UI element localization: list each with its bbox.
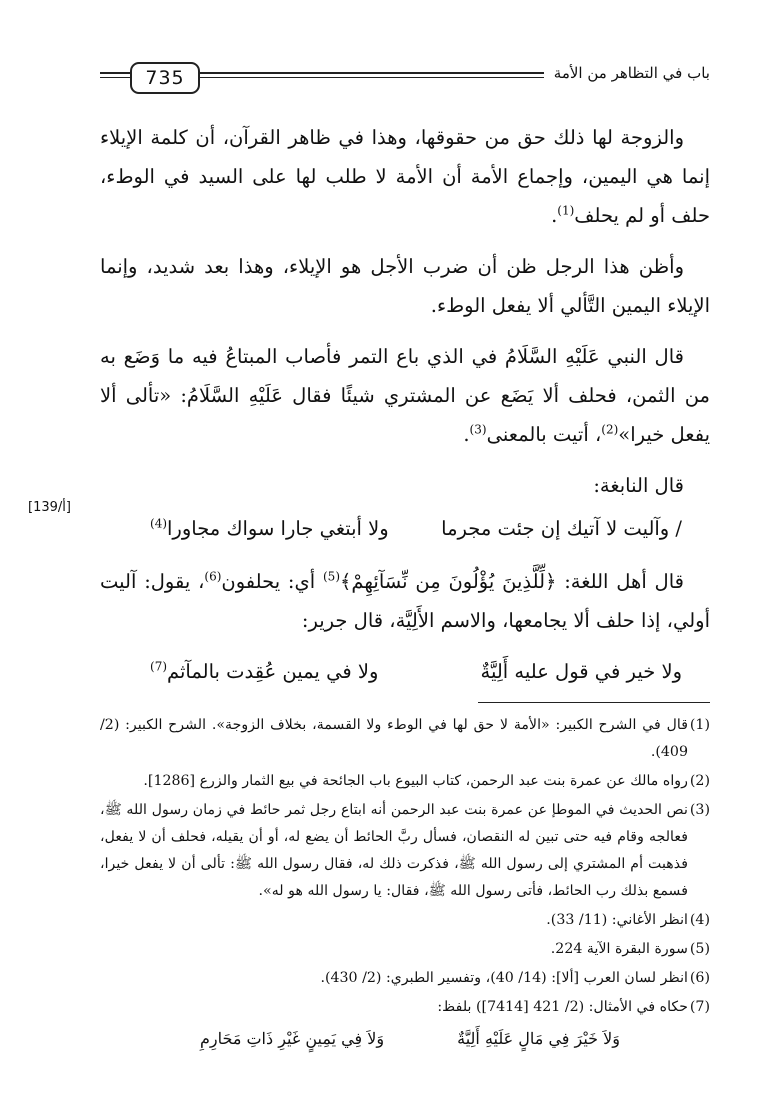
- paragraph-3-text: قال النبي عَلَيْهِ السَّلَامُ في الذي باع التمر فأصاب المبتاعُ فيه ما وَضَع به من الثمن، فحلف ألا يَضَع عن المشتري شيئًا فقال عَلَيْهِ السَّلَامُ: «تألى ألا يفعل خيرا»: [100, 345, 710, 446]
- footnote-4: [100, 907, 710, 934]
- paragraph-3-mid: ، أتيت بالمعنى: [486, 423, 602, 446]
- verse-2-second-hemistich: [150, 652, 378, 691]
- manuscript-folio-ref: [139/أ]: [28, 500, 71, 515]
- footnote-text: حكاه في الأمثال: (2/ 421 [7414]) بلفظ:: [437, 999, 688, 1015]
- footnote-verse: [100, 1025, 710, 1052]
- footnote-7: [100, 994, 710, 1021]
- page-header: [100, 58, 710, 98]
- footnote-ref-6: (6): [204, 569, 222, 584]
- footnote-number: (7): [689, 999, 710, 1015]
- footnote-text: سورة البقرة الآية 224.: [550, 941, 688, 957]
- verse-2-second-text: ولا في يمين عُقِدت بالمآثم: [167, 660, 379, 683]
- footnote-number: (1): [689, 717, 710, 733]
- verse-1-first-hemistich: / وآليت لا آتيك إن جئت مجرما: [441, 517, 682, 540]
- footnote-number: (2): [689, 773, 710, 789]
- main-text: [100, 118, 710, 705]
- paragraph-1-text: والزوجة لها ذلك حق من حقوقها، وهذا في ظاهر القرآن، أن كلمة الإيلاء إنما هي اليمين، وإجماع الأمة أن الأمة لا طلب لها على السيد في الوطء، حلف أو لم يحلف: [100, 126, 710, 227]
- paragraph-1: [100, 118, 710, 235]
- footnote-separator: [478, 702, 710, 703]
- verse-nabigha: [100, 509, 710, 548]
- footnote-ref-5: (5): [322, 569, 340, 584]
- verse-1-second-hemistich: [150, 509, 389, 548]
- footnotes: [100, 712, 710, 1052]
- paragraph-5-text: قال أهل اللغة: ﴿لِّلَّذِينَ يُؤْلُونَ مِن نِّسَآئِهِمْ﴾: [340, 570, 684, 593]
- footnote-6: [100, 965, 710, 992]
- footnote-text: رواه مالك عن عمرة بنت عبد الرحمن، كتاب البيوع باب الجائحة في بيع الثمار والزرع [1286].: [143, 773, 688, 789]
- page-number: 735: [130, 62, 200, 94]
- footnote-5: [100, 936, 710, 963]
- footnote-ref-4: (4): [150, 516, 168, 531]
- footnote-ref-7: (7): [150, 659, 168, 674]
- footnote-ref-3: (3): [469, 422, 487, 437]
- footnote-text: نص الحديث في الموطإ عن عمرة بنت عبد الرحمن أنه ابتاع رجل ثمر حائط في زمان رسول الله ﷺ، فعالجه وقام فيه حتى تبين له النقصان، فسأل ربَّ الحائط أن يضع له، أو أن يقيله، فحلف أن لا يفعل، فذهبت أم المشتري إلى رسول الله ﷺ، فذكرت ذلك له، فقال رسول الله ﷺ: تألى أن لا يفعل خيرا، فسمع بذلك رب الحائط، فأتى رسول الله ﷺ، فقال: يا رسول الله هو له».: [100, 802, 688, 899]
- running-title: باب في التظاهر من الأمة: [544, 64, 710, 82]
- footnote-number: (4): [689, 912, 710, 928]
- paragraph-2: وأظن هذا الرجل ظن أن ضرب الأجل هو الإيلاء، وهذا بعد شديد، وإنما الإيلاء اليمين التَّألي ألا يفعل الوطء.: [100, 255, 710, 317]
- footnote-number: (6): [689, 970, 710, 986]
- paragraph-3-end: .: [463, 423, 470, 446]
- footnote-text: انظر الأغاني: (11/ 33).: [546, 912, 688, 928]
- footnote-ref-1: (1): [557, 203, 575, 218]
- paragraph-1-end: .: [551, 204, 558, 227]
- footnote-1: [100, 712, 710, 766]
- footnote-verse-first: وَلاَ خَيْرَ فِي مَالٍ عَلَيْهِ أَلِيَّةٌ: [457, 1029, 620, 1048]
- verse-jarir: [100, 652, 710, 691]
- footnote-verse-second: وَلاَ فِي يَمِينٍ غَيْرِ ذَاتِ مَحَارِمِ: [200, 1029, 385, 1048]
- footnote-text: انظر لسان العرب [ألا]: (14/ 40)، وتفسير الطبري: (2/ 430).: [320, 970, 688, 986]
- paragraph-3: [100, 337, 710, 454]
- footnote-text: قال في الشرح الكبير: «الأمة لا حق لها في الوطء ولا القسمة، بخلاف الزوجة». الشرح الكبير: (2/ 409).: [100, 717, 688, 760]
- footnote-number: (5): [689, 941, 710, 957]
- paragraph-5: [100, 562, 710, 640]
- paragraph-5-end: ، يقول: آليت أولي، إذا حلف ألا يجامعها، والاسم الأَلِيَّة، قال جرير:: [100, 570, 710, 632]
- verse-2-first-hemistich: ولا خير في قول عليه أَلِيَّةٌ: [480, 660, 682, 683]
- paragraph-5-mid: أي: يحلفون: [221, 570, 323, 593]
- footnote-number: (3): [689, 802, 710, 818]
- paragraph-4: قال النابغة:: [593, 474, 684, 497]
- footnote-2: [100, 768, 710, 795]
- verse-1-second-text: ولا أبتغي جارا سواك مجاورا: [167, 517, 389, 540]
- footnote-ref-2: (2): [601, 422, 619, 437]
- footnote-3: [100, 797, 710, 905]
